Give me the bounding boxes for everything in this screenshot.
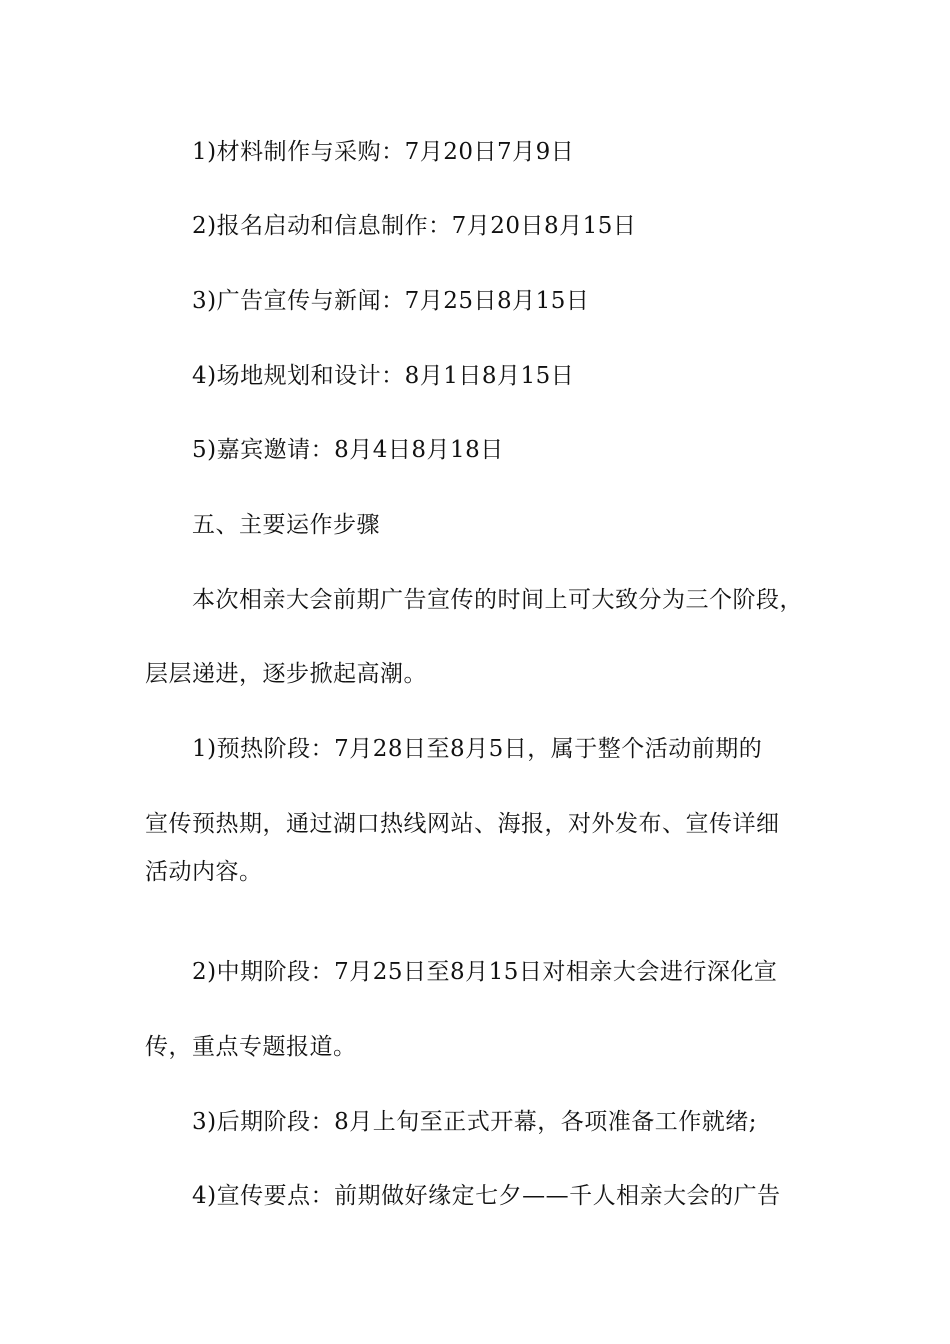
paragraph-line: 层层递进，逐步掀起高潮。 — [145, 661, 427, 687]
schedule-item-4: 4)场地规划和设计：8月1日8月15日 — [192, 363, 575, 389]
schedule-item-2: 2)报名启动和信息制作：7月20日8月15日 — [192, 213, 637, 239]
stage-item-1: 1)预热阶段：7月28日至8月5日，属于整个活动前期的 — [192, 736, 763, 762]
section-heading: 五、主要运作步骤 — [192, 512, 380, 538]
paragraph-line: 本次相亲大会前期广告宣传的时间上可大致分为三个阶段， — [192, 587, 803, 613]
paragraph-line: 传，重点专题报道。 — [145, 1034, 357, 1060]
schedule-item-1: 1)材料制作与采购：7月20日7月9日 — [192, 139, 575, 165]
stage-item-4: 4)宣传要点：前期做好缘定七夕——千人相亲大会的广告 — [192, 1183, 781, 1209]
schedule-item-3: 3)广告宣传与新闻：7月25日8月15日 — [192, 288, 590, 314]
stage-item-2: 2)中期阶段：7月25日至8月15日对相亲大会进行深化宣 — [192, 959, 778, 985]
stage-item-3: 3)后期阶段：8月上旬至正式开幕，各项准备工作就绪; — [192, 1109, 757, 1135]
paragraph-line: 宣传预热期，通过湖口热线网站、海报，对外发布、宣传详细 — [145, 811, 780, 837]
paragraph-line: 活动内容。 — [145, 859, 263, 885]
schedule-item-5: 5)嘉宾邀请：8月4日8月18日 — [192, 437, 504, 463]
